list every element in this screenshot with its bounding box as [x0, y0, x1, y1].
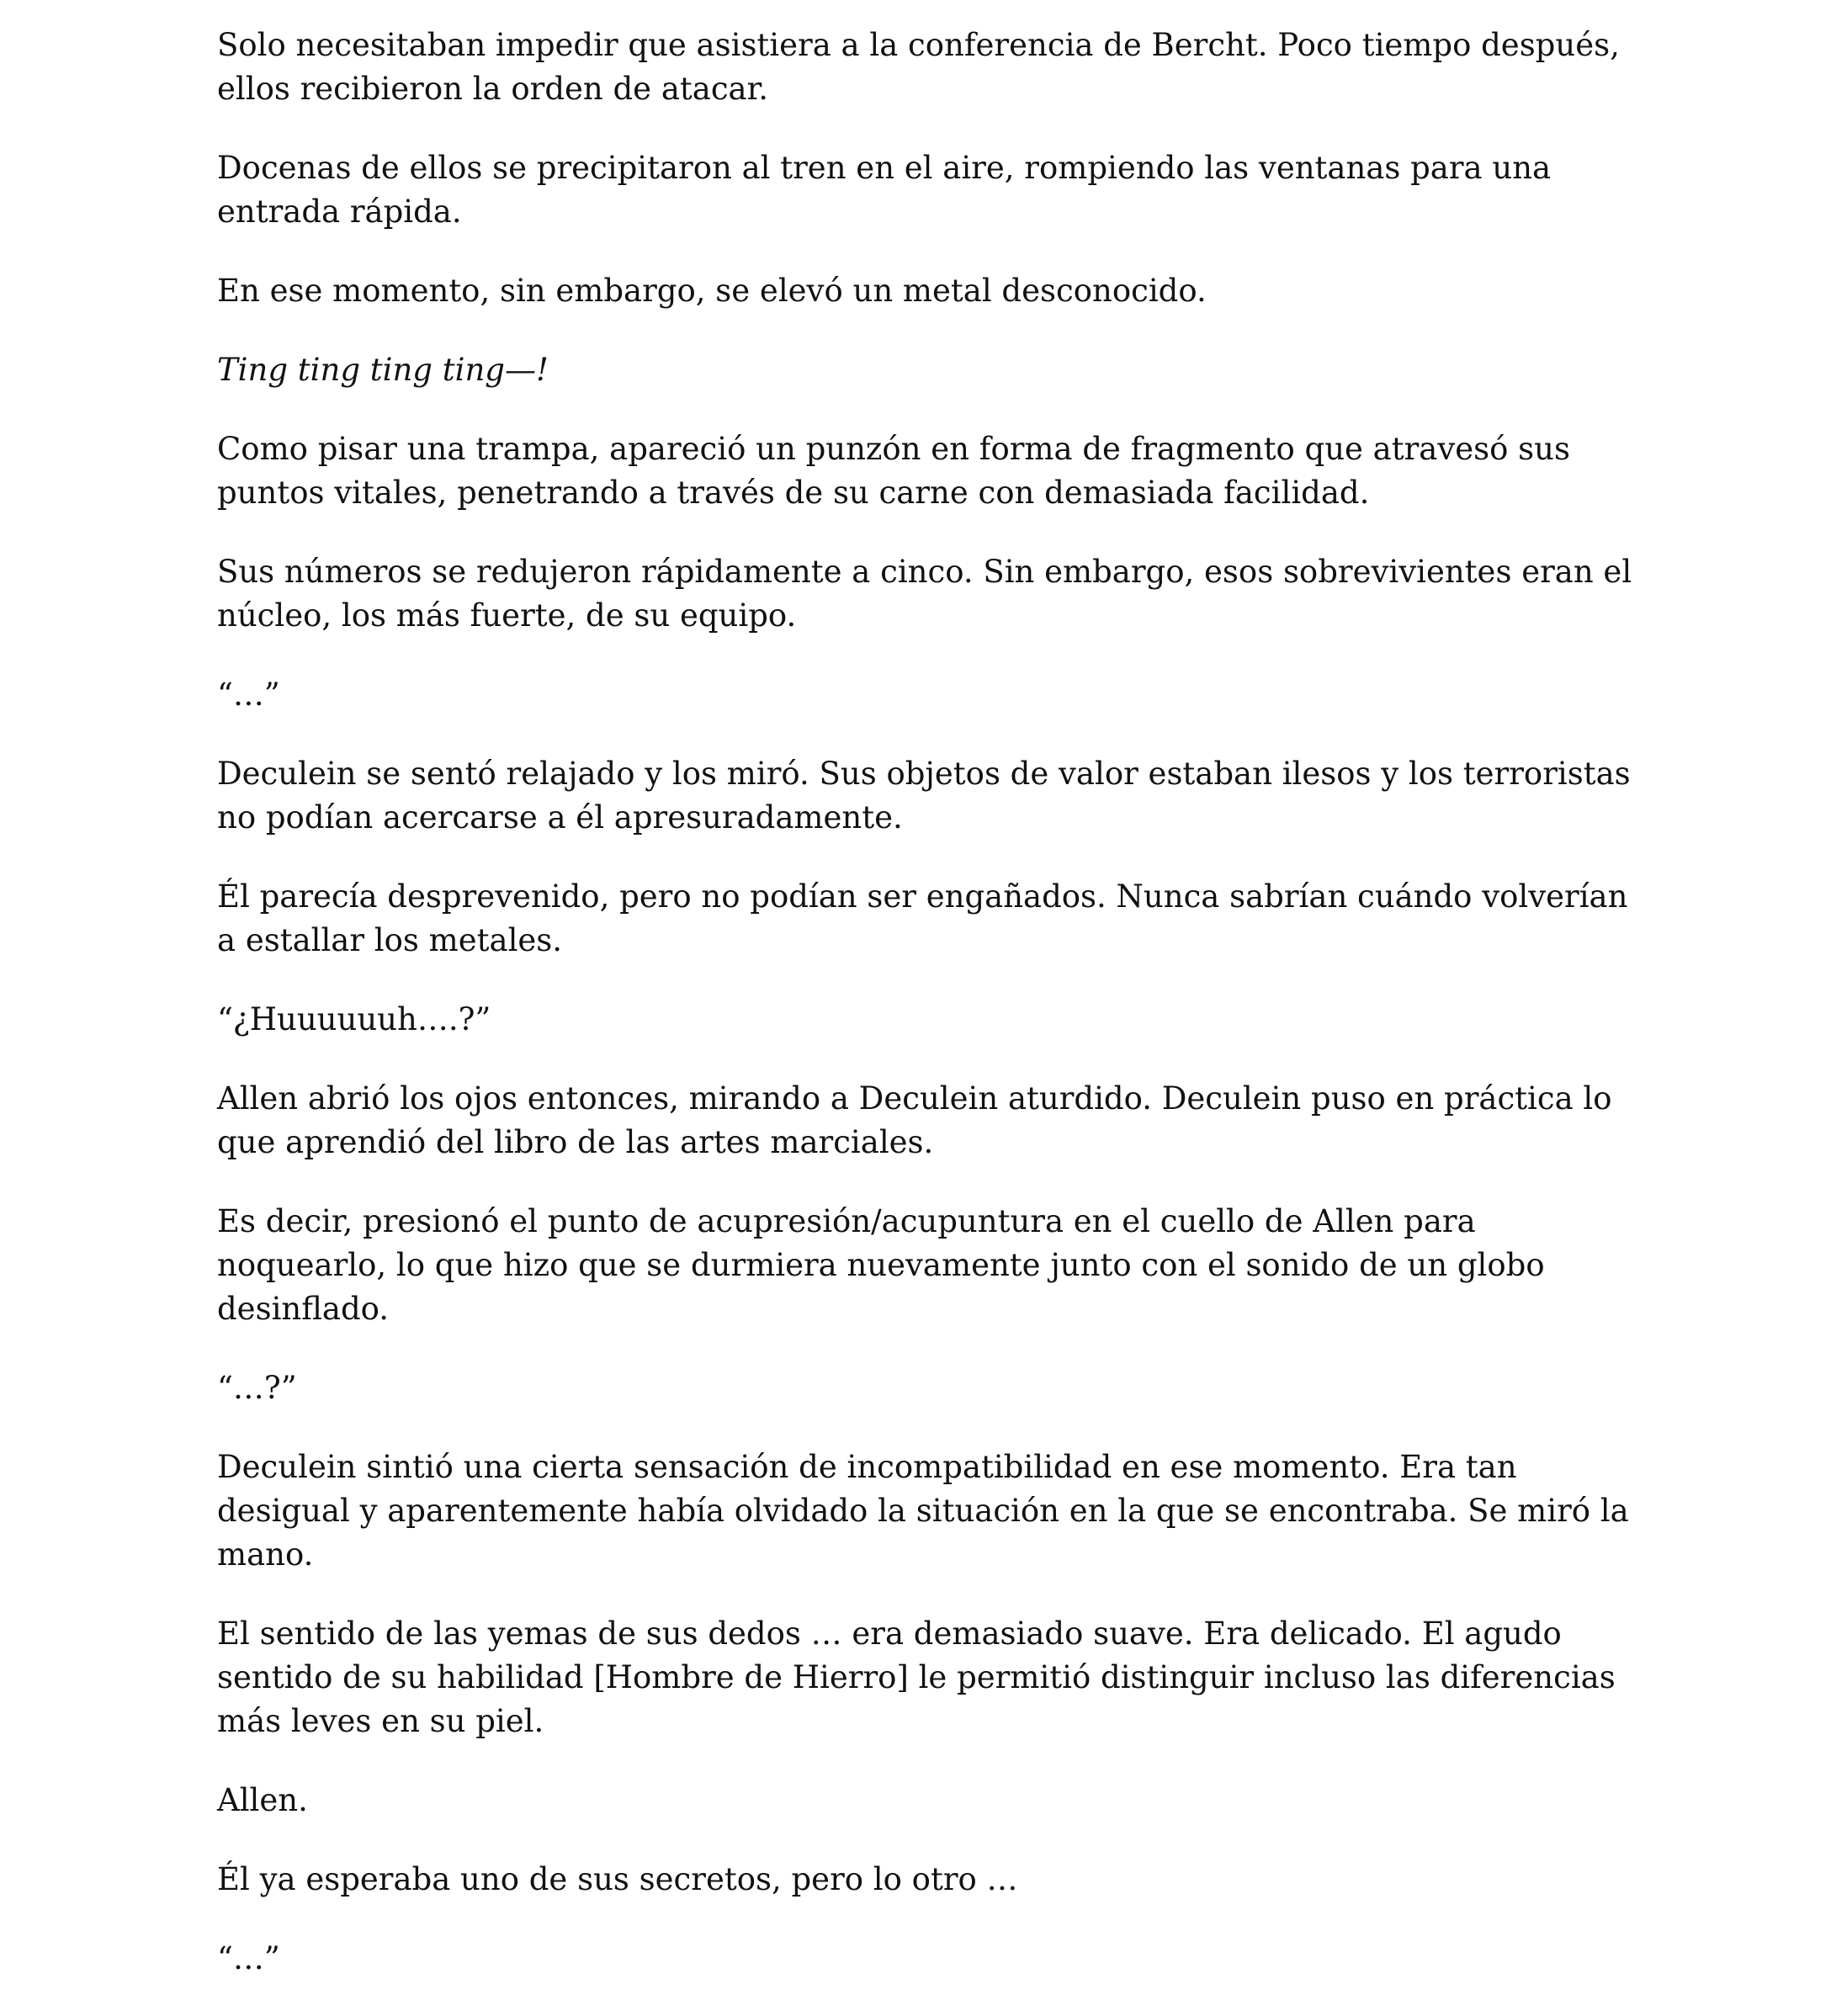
document-body: [217, 24, 1648, 2016]
paragraph: En ese momento, sin embargo, se elevó un metal desconocido.: [217, 273, 1207, 309]
paragraph: Docenas de ellos se precipitaron al tren en el aire, rompiendo las ventanas para una entrada rápida.: [217, 150, 1552, 230]
dialogue-paragraph: “…”: [217, 1940, 280, 1976]
paragraph: Él parecía desprevenido, pero no podían ser engañados. Nunca sabrían cuándo volverían a estallar los metales.: [217, 878, 1628, 958]
paragraph: Es decir, presionó el punto de acupresión/acupuntura en el cuello de Allen para noquearlo, lo que hizo que se durmiera nuevamente junto con el sonido de un globo desinflado.: [217, 1203, 1545, 1327]
paragraph: Deculein se sentó relajado y los miró. Sus objetos de valor estaban ilesos y los terroristas no podían acercarse a él apresuradamente.: [217, 756, 1631, 836]
paragraph: Él ya esperaba uno de sus secretos, pero lo otro …: [217, 1861, 1018, 1897]
sound-effect-paragraph: Ting ting ting ting—!: [217, 352, 549, 388]
paragraph: Allen.: [217, 1782, 308, 1818]
dialogue-paragraph: “…”: [217, 676, 280, 713]
paragraph: Allen abrió los ojos entonces, mirando a Deculein aturdido. Deculein puso en práctica lo que aprendió del libro de las artes marciales.: [217, 1080, 1612, 1160]
paragraph: Sus números se redujeron rápidamente a cinco. Sin embargo, esos sobrevivientes eran el núcleo, los más fuerte, de su equipo.: [217, 554, 1632, 634]
paragraph: Solo necesitaban impedir que asistiera a la conferencia de Bercht. Poco tiempo después, ellos recibieron la orden de atacar.: [217, 27, 1620, 107]
paragraph: El sentido de las yemas de sus dedos … era demasiado suave. Era delicado. El agudo sentido de su habilidad [Hombre de Hierro] le permitió distinguir incluso las diferencias más leves en su piel.: [217, 1615, 1616, 1739]
paragraph: Deculein sintió una cierta sensación de incompatibilidad en ese momento. Era tan desigual y aparentemente había olvidado la situación en la que se encontraba. Se miró la mano.: [217, 1449, 1629, 1573]
dialogue-paragraph: “¿Huuuuuuh….?”: [217, 1001, 491, 1037]
paragraph: Como pisar una trampa, apareció un punzón en forma de fragmento que atravesó sus puntos vitales, penetrando a través de su carne con demasiada facilidad.: [217, 431, 1570, 511]
dialogue-paragraph: “…?”: [217, 1370, 297, 1406]
